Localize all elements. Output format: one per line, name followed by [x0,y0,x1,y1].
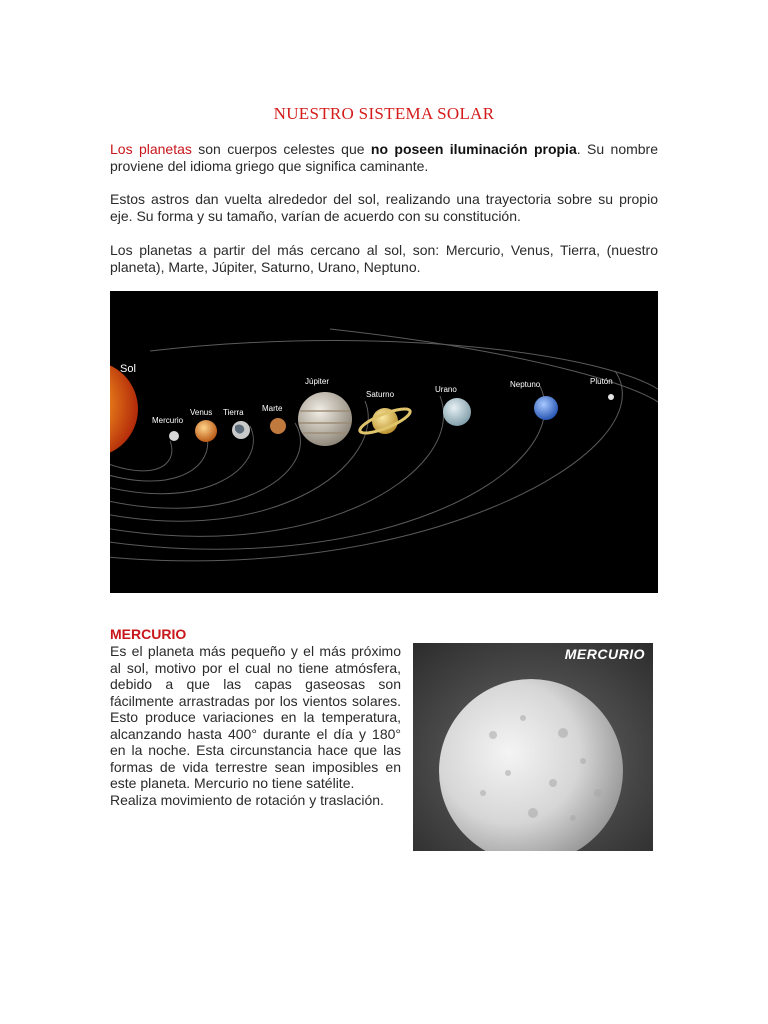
mars-graphic [270,418,286,434]
intro-paragraph [110,141,658,174]
mercurio-illustration [413,643,653,851]
paragraph-planet-list: Los planetas a partir del más cercano al sol, son: Mercurio, Venus, Tierra, (nuestro planeta), Marte, Júpiter, Saturno, Urano, Neptuno. [110,242,658,275]
page-title: NUESTRO SISTEMA SOLAR [273,104,495,123]
mercurio-body-2: Realiza movimiento de rotación y traslación. [110,791,384,808]
intro-text-1: son cuerpos celestes que [191,141,371,157]
label-sol: Sol [120,363,136,375]
label-marte: Marte [262,404,283,413]
label-tierra: Tierra [223,408,244,417]
jupiter-graphic [298,392,352,446]
label-venus: Venus [190,408,213,417]
intro-bold: no poseen iluminación propia [370,141,577,157]
label-jupiter: Júpiter [305,377,330,386]
paragraph-orbit: Estos astros dan vuelta alrededor del sol, realizando una trayectoria sobre su propio eje. Su forma y su tamaño, varían de acuerdo con su constitución. [110,191,658,224]
venus-graphic [195,420,217,442]
uranus-graphic [443,398,471,426]
intro-highlight: Los planetas [110,141,192,157]
label-urano: Urano [435,385,457,394]
label-saturno: Saturno [366,390,395,399]
neptune-graphic [534,396,558,420]
label-neptuno: Neptuno [510,380,541,389]
mercury-graphic [169,431,179,441]
intro-text-2: . Su nombre proviene del idioma griego que significa caminante. [110,141,658,174]
orbit-lines [110,329,658,561]
mercurio-image [413,643,653,851]
mercurio-body: Es el planeta más pequeño y el más próximo al sol, motivo por el cual no tiene atmósfera, debido a que las capas gaseosas son fácilmente arrastradas por los vientos solares. Esto produce variaciones en la temperatura, alcanzando hasta 400° durante el día y 180° en la noche. Esta circunstancia hace que las formas de vida terrestre sean imposibles en este planeta. Mercurio no tiene satélite. [110,643,401,791]
pluto-graphic [608,394,614,400]
label-mercurio: Mercurio [152,416,184,425]
solar-system-illustration [110,291,658,593]
mercurio-image-label: MERCURIO [564,646,645,662]
section-heading-mercurio: MERCURIO [110,626,187,642]
solar-system-image [110,291,658,593]
mercurio-description [110,643,401,808]
sun-graphic [110,361,138,457]
label-pluton: Plutón [590,377,613,386]
